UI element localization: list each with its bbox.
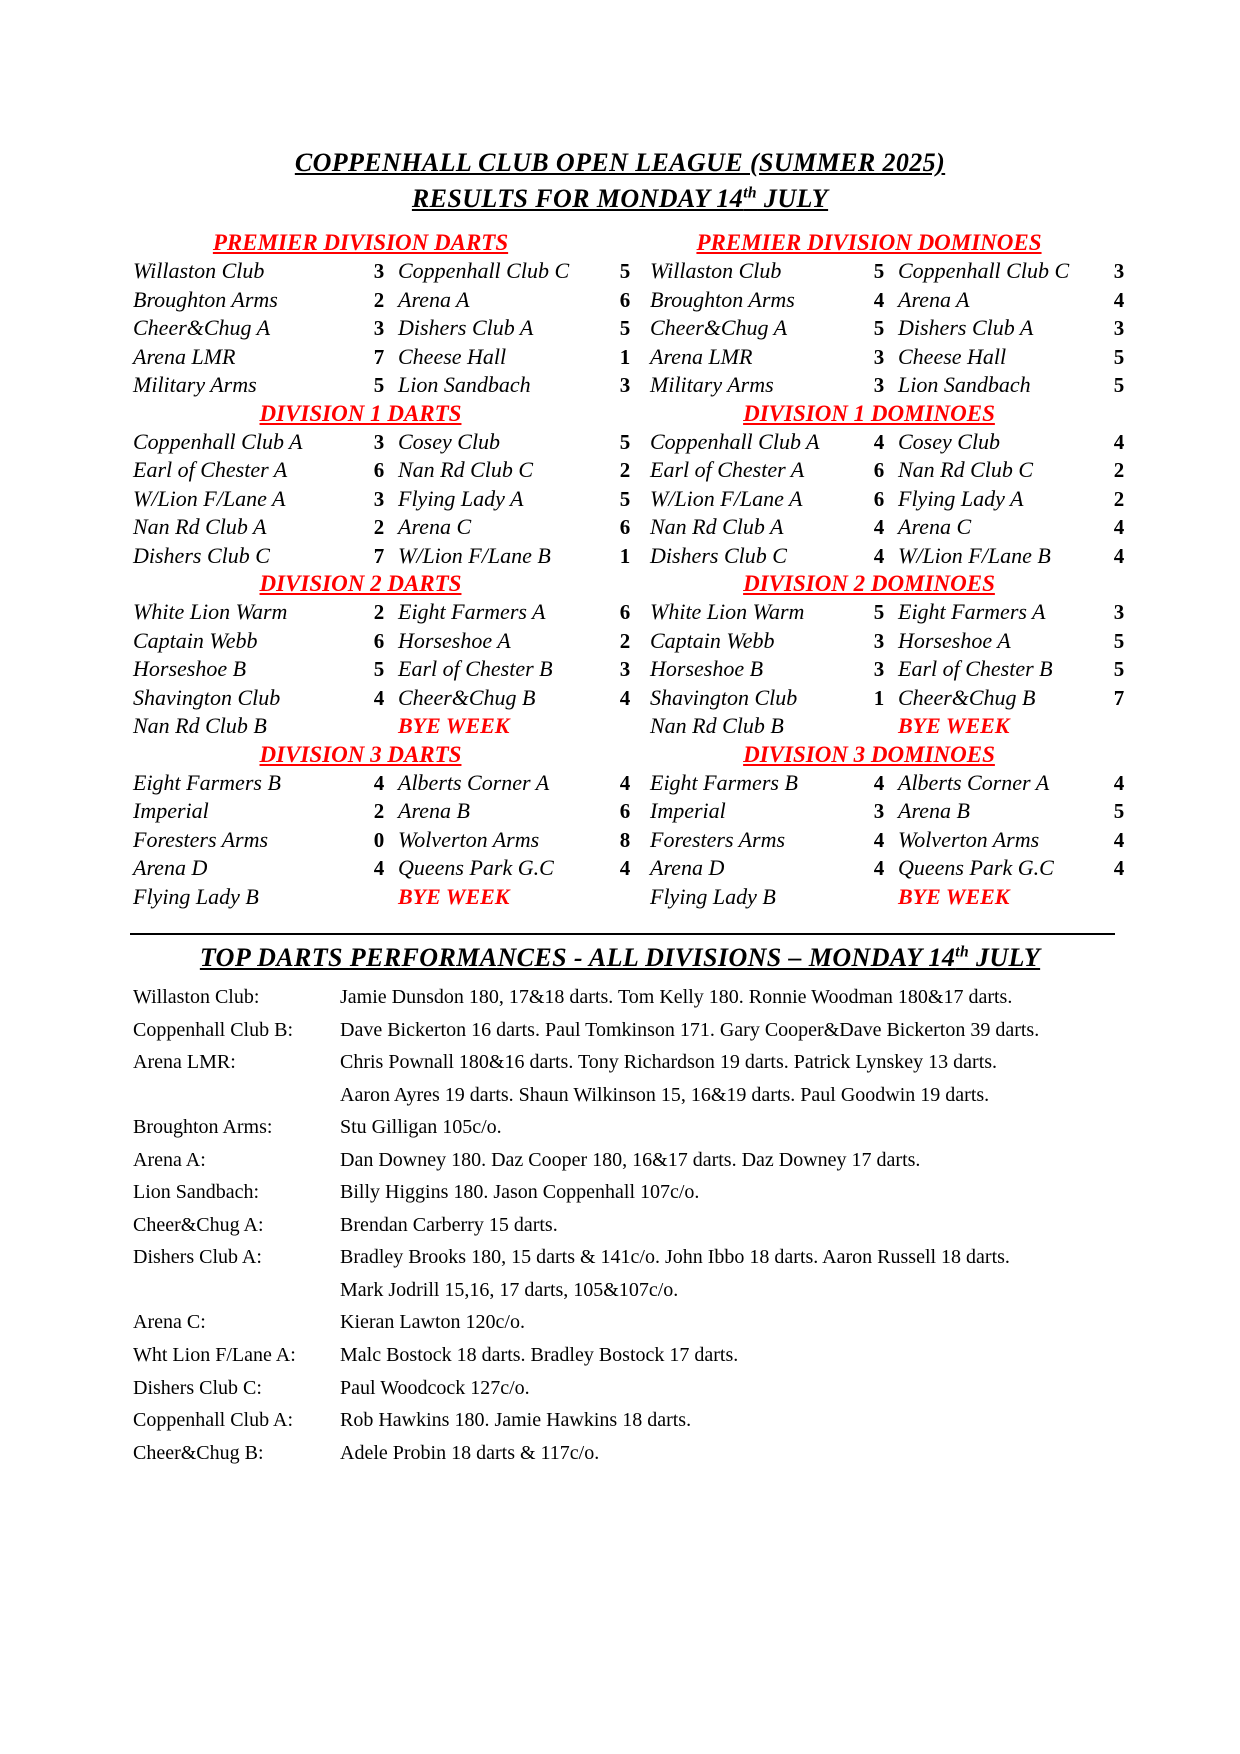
darts-home-team: Imperial [133,798,209,824]
dominoes-home-score: 3 [873,344,885,369]
performance-row [133,1404,1133,1437]
darts-away-score: 3 [619,373,631,398]
performance-club-label: Wht Lion F/Lane A: [133,1344,296,1367]
performance-row [133,1437,1133,1470]
dominoes-home-team: W/Lion F/Lane A [650,485,803,511]
dominoes-away-team: Wolverton Arms [898,826,1040,852]
dominoes-home-score: 1 [873,685,885,710]
performance-row [133,1176,1133,1209]
dominoes-away-score: 3 [1113,600,1125,625]
performance-club-label: Cheer&Chug B: [133,1441,264,1464]
performance-detail-text: Dan Downey 180. Daz Cooper 180, 16&17 darts. Daz Downey 17 darts. [340,1148,921,1171]
performance-club-label: Dishers Club A: [133,1246,262,1269]
heading-gutter [588,400,634,431]
performance-row [133,1014,1133,1047]
row-gutter [640,826,650,854]
dominoes-away-score: 4 [1113,771,1125,796]
row-gutter [640,371,650,399]
result-row [133,883,1134,911]
heading-gutter [588,741,634,772]
dominoes-away-score: 4 [1113,827,1125,852]
dominoes-home-team: White Lion Warm [650,599,805,625]
dominoes-away-score: 4 [1113,543,1125,568]
division-heading-darts [133,229,588,260]
darts-home-score: 2 [373,287,385,312]
darts-home-score: 7 [373,344,385,369]
result-row [133,655,1134,683]
dominoes-home-team: Horseshoe B [650,656,764,682]
performance-club-label [133,1079,340,1112]
darts-home-team: Earl of Chester A [133,457,288,483]
division-heading-dominoes-label: DIVISION 2 DOMINOES [743,571,995,597]
performance-detail-text: Malc Bostock 18 darts. Bradley Bostock 17 darts. [340,1344,739,1367]
darts-away-score: 5 [619,259,631,284]
performance-club-label: Arena C: [133,1311,206,1334]
dominoes-away-score: 4 [1113,429,1125,454]
darts-away-score: 4 [619,685,631,710]
page-title [0,148,1240,214]
darts-home-score: 3 [373,259,385,284]
performance-row [133,1306,1133,1339]
dominoes-home-team: Broughton Arms [650,286,795,312]
darts-home-team: Broughton Arms [133,286,278,312]
row-gutter [640,428,650,456]
performance-detail-text: Jamie Dunsdon 180, 17&18 darts. Tom Kelly 180. Ronnie Woodman 180&17 darts. [340,986,1013,1008]
title-line2-ordinal: th [743,184,758,201]
darts-home-team: Foresters Arms [133,826,269,852]
dominoes-away-score: 2 [1113,486,1125,511]
row-gutter [640,883,650,911]
performance-club-label: Lion Sandbach: [133,1181,260,1204]
dominoes-home-team: Shavington Club [650,684,798,710]
row-gutter [640,712,650,740]
dominoes-away-team: Queens Park G.C [898,855,1054,881]
heading-end-gutter [1104,741,1134,772]
darts-away-score: 5 [619,316,631,341]
dominoes-home-team: Flying Lady B [650,883,776,909]
dominoes-home-team: Earl of Chester A [650,457,805,483]
darts-home-score [366,712,392,740]
result-row [133,371,1134,399]
darts-away-team: Nan Rd Club C [398,457,534,483]
performance-detail-text: Bradley Brooks 180, 15 darts & 141c/o. John Ibbo 18 darts. Aaron Russell 18 darts. [340,1246,1010,1269]
darts-away-team: Cosey Club [398,428,501,454]
dominoes-away-team: W/Lion F/Lane B [898,542,1051,568]
row-gutter [640,797,650,825]
performance-detail-text: Stu Gilligan 105c/o. [340,1116,502,1139]
title-line1 [0,148,1240,178]
division-heading-dominoes [634,570,1104,601]
dominoes-home-score: 5 [873,259,885,284]
title-line2 [0,178,1240,214]
performance-detail-text: Rob Hawkins 180. Jamie Hawkins 18 darts. [340,1409,692,1432]
performances-list [133,981,1133,1469]
result-row [133,257,1134,285]
darts-away-team: Earl of Chester B [398,656,553,682]
dominoes-away-team: Arena B [898,798,970,824]
dominoes-home-score [866,883,892,911]
dominoes-home-score: 4 [873,543,885,568]
row-gutter [640,314,650,342]
performance-row [133,1274,1133,1307]
dominoes-away-team: Cosey Club [898,428,1001,454]
darts-home-team: Shavington Club [133,684,281,710]
heading-end-gutter [1104,570,1134,601]
performance-detail-text: Kieran Lawton 120c/o. [340,1311,525,1334]
result-row [133,343,1134,371]
performance-row [133,1241,1133,1274]
darts-home-team: Military Arms [133,372,257,398]
dominoes-home-score: 3 [873,628,885,653]
row-gutter [640,513,650,541]
darts-home-score: 2 [373,600,385,625]
performance-row [133,1079,1133,1112]
result-row [133,627,1134,655]
performance-detail-text: Chris Pownall 180&16 darts. Tony Richardson 19 darts. Patrick Lynskey 13 darts. [340,1051,998,1074]
dominoes-home-team: Captain Webb [650,627,775,653]
result-row [133,456,1134,484]
division-heading-row [133,400,1134,428]
dominoes-home-team: Cheer&Chug A [650,315,788,341]
dominoes-away-score: 4 [1113,856,1125,881]
row-gutter [640,684,650,712]
division-heading-darts [133,570,588,601]
dominoes-home-score: 6 [873,486,885,511]
dominoes-home-team: Coppenhall Club A [650,428,820,454]
division-heading-row [133,741,1134,769]
darts-home-score: 3 [373,486,385,511]
performance-club-label: Broughton Arms: [133,1116,273,1139]
section-divider-line [130,933,1115,935]
performances-title-ordinal: th [955,943,970,960]
dominoes-away-score: 3 [1113,316,1125,341]
division-heading-darts-label: DIVISION 3 DARTS [259,741,462,767]
result-row [133,513,1134,541]
darts-away-team: Arena A [398,286,470,312]
darts-away-team: Cheese Hall [398,343,507,369]
performance-detail-text: Mark Jodrill 15,16, 17 darts, 105&107c/o. [340,1278,679,1301]
division-heading-row [133,570,1134,598]
darts-away-score: 5 [619,429,631,454]
dominoes-home-team: Nan Rd Club B [650,713,784,739]
darts-home-team: Willaston Club [133,258,265,284]
division-heading-dominoes-label: DIVISION 1 DOMINOES [743,400,995,426]
dominoes-home-score [866,712,892,740]
dominoes-away-team: Arena C [898,514,972,540]
result-row [133,542,1134,570]
result-row [133,854,1134,882]
darts-home-score: 7 [373,543,385,568]
darts-away-score: 4 [619,771,631,796]
performance-club-label: Arena LMR: [133,1051,236,1074]
darts-away-team: Cheer&Chug B [398,684,536,710]
row-gutter [640,769,650,797]
darts-home-team: Nan Rd Club A [133,514,267,540]
performances-title-pre: TOP DARTS PERFORMANCES - ALL DIVISIONS – MONDAY 14 [199,942,956,972]
performance-club-label: Arena A: [133,1148,206,1171]
division-heading-dominoes [634,741,1104,772]
dominoes-home-score: 3 [873,799,885,824]
dominoes-home-score: 4 [873,287,885,312]
dominoes-home-score: 6 [873,458,885,483]
dominoes-away-team: Dishers Club A [898,315,1034,341]
division-heading-darts-label: DIVISION 2 DARTS [259,571,462,597]
darts-bye-week: BYE WEEK [398,713,510,739]
darts-away-team: Dishers Club A [398,315,534,341]
darts-away-team: Horseshoe A [398,627,511,653]
performance-club-label: Cheer&Chug A: [133,1213,264,1236]
darts-home-team: Cheer&Chug A [133,315,271,341]
dominoes-away-score: 5 [1113,344,1125,369]
dominoes-away-team: Horseshoe A [898,627,1011,653]
dominoes-home-score: 4 [873,827,885,852]
dominoes-away-team: Nan Rd Club C [898,457,1034,483]
darts-home-score: 5 [373,373,385,398]
darts-away-team: Wolverton Arms [398,826,540,852]
dominoes-away-score: 5 [1113,628,1125,653]
darts-home-score: 4 [373,856,385,881]
division-heading-dominoes-label: PREMIER DIVISION DOMINOES [696,230,1042,255]
performance-row [133,981,1133,1014]
row-gutter [640,542,650,570]
darts-home-score: 6 [373,458,385,483]
performance-club-label [133,1274,340,1307]
darts-home-team: Arena D [133,855,208,881]
title-line2-text [412,184,828,213]
result-row [133,314,1134,342]
performance-row [133,1339,1133,1372]
dominoes-home-score: 4 [873,515,885,540]
performance-club-label: Dishers Club C: [133,1376,262,1399]
darts-away-score: 6 [619,799,631,824]
darts-away-score: 2 [619,628,631,653]
division-heading-darts-label: PREMIER DIVISION DARTS [212,230,509,255]
heading-gutter [588,570,634,601]
row-gutter [640,286,650,314]
darts-away-score: 3 [619,657,631,682]
darts-away-score: 8 [619,827,631,852]
darts-away-team: Flying Lady A [398,485,524,511]
result-row [133,826,1134,854]
darts-home-score: 5 [373,657,385,682]
result-row [133,797,1134,825]
dominoes-home-team: Arena LMR [650,343,753,369]
dominoes-away-score: 5 [1113,799,1125,824]
dominoes-home-score: 4 [873,429,885,454]
darts-away-score: 6 [619,515,631,540]
performances-title-text [200,943,1040,972]
division-heading-dominoes-label: DIVISION 3 DOMINOES [743,741,995,767]
heading-end-gutter [1104,229,1134,260]
dominoes-away-team: Lion Sandbach [898,372,1031,398]
result-row [133,598,1134,626]
performances-title [0,937,1240,973]
row-gutter [640,456,650,484]
dominoes-away-team: Earl of Chester B [898,656,1053,682]
result-row [133,712,1134,740]
darts-away-score [610,883,640,911]
performances-title-post: JULY [969,942,1041,972]
dominoes-away-team: Cheese Hall [898,343,1007,369]
result-row [133,769,1134,797]
performance-detail-text: Brendan Carberry 15 darts. [340,1213,558,1236]
darts-away-score: 1 [619,543,631,568]
darts-home-team: Coppenhall Club A [133,428,303,454]
dominoes-away-score: 5 [1113,373,1125,398]
dominoes-home-team: Eight Farmers B [650,770,798,796]
darts-home-score: 2 [373,515,385,540]
row-gutter [640,343,650,371]
performance-row [133,1046,1133,1079]
heading-end-gutter [1104,400,1134,431]
darts-away-team: Arena C [398,514,472,540]
darts-away-score: 6 [619,600,631,625]
performance-detail-text: Billy Higgins 180. Jason Coppenhall 107c/o. [340,1181,700,1204]
dominoes-away-team: Eight Farmers A [898,599,1046,625]
result-row [133,428,1134,456]
title-line1-text: COPPENHALL CLUB OPEN LEAGUE (SUMMER 2025) [294,148,946,177]
row-gutter [640,485,650,513]
darts-away-team: Queens Park G.C [398,855,554,881]
darts-bye-week: BYE WEEK [398,883,510,909]
darts-away-team: Eight Farmers A [398,599,546,625]
dominoes-away-score: 5 [1113,657,1125,682]
darts-home-team: White Lion Warm [133,599,288,625]
darts-home-score [366,883,392,911]
dominoes-away-score: 4 [1113,287,1125,312]
division-heading-darts [133,741,588,772]
dominoes-away-team: Flying Lady A [898,485,1024,511]
dominoes-away-team: Alberts Corner A [898,770,1050,796]
performance-club-label: Coppenhall Club A: [133,1409,293,1432]
darts-home-score: 6 [373,628,385,653]
dominoes-away-team: Coppenhall Club C [898,258,1070,284]
performance-row [133,1372,1133,1405]
dominoes-away-score: 3 [1113,259,1125,284]
division-heading-darts [133,400,588,431]
dominoes-home-score: 3 [873,373,885,398]
result-row [133,485,1134,513]
darts-home-score: 4 [373,771,385,796]
darts-home-team: Captain Webb [133,627,258,653]
dominoes-away-score: 4 [1113,515,1125,540]
division-heading-row [133,229,1134,257]
dominoes-home-score: 3 [873,657,885,682]
dominoes-away-score: 7 [1113,685,1125,710]
darts-away-team: Coppenhall Club C [398,258,570,284]
title-line2-post: JULY [757,183,829,213]
result-row [133,684,1134,712]
dominoes-home-team: Imperial [650,798,726,824]
division-heading-darts-label: DIVISION 1 DARTS [259,400,462,426]
darts-away-team: Lion Sandbach [398,372,531,398]
row-gutter [640,627,650,655]
darts-away-score: 6 [619,287,631,312]
row-gutter [640,655,650,683]
darts-away-score: 4 [619,856,631,881]
results-grid [133,229,1134,911]
performance-detail-text: Adele Probin 18 darts & 117c/o. [340,1441,600,1464]
title-line2-pre: RESULTS FOR MONDAY 14 [411,183,744,213]
dominoes-away-team: Arena A [898,286,970,312]
darts-home-team: Horseshoe B [133,656,247,682]
darts-home-team: Nan Rd Club B [133,713,267,739]
dominoes-home-score: 4 [873,856,885,881]
dominoes-away-team: Cheer&Chug B [898,684,1036,710]
darts-home-team: Dishers Club C [133,542,270,568]
darts-home-team: W/Lion F/Lane A [133,485,286,511]
darts-away-score [610,712,640,740]
darts-home-score: 2 [373,799,385,824]
dominoes-away-score [1104,883,1134,911]
dominoes-home-score: 4 [873,771,885,796]
performance-club-label: Coppenhall Club B: [133,1018,293,1041]
performance-detail-text: Aaron Ayres 19 darts. Shaun Wilkinson 15, 16&19 darts. Paul Goodwin 19 darts. [340,1083,990,1106]
darts-home-team: Flying Lady B [133,883,259,909]
darts-home-team: Arena LMR [133,343,236,369]
division-heading-dominoes [634,400,1104,431]
darts-home-team: Eight Farmers B [133,770,281,796]
dominoes-home-team: Willaston Club [650,258,782,284]
heading-gutter [588,229,634,260]
darts-away-team: W/Lion F/Lane B [398,542,551,568]
darts-home-score: 3 [373,316,385,341]
dominoes-away-score [1104,712,1134,740]
performance-row [133,1111,1133,1144]
performance-detail-text: Paul Woodcock 127c/o. [340,1376,530,1399]
darts-away-score: 2 [619,458,631,483]
darts-home-score: 0 [373,827,385,852]
row-gutter [640,854,650,882]
dominoes-home-score: 5 [873,316,885,341]
darts-away-score: 1 [619,344,631,369]
dominoes-home-team: Nan Rd Club A [650,514,784,540]
darts-home-score: 4 [373,685,385,710]
dominoes-home-team: Dishers Club C [650,542,787,568]
darts-away-team: Alberts Corner A [398,770,550,796]
performance-row [133,1209,1133,1242]
dominoes-home-team: Foresters Arms [650,826,786,852]
performance-detail-text: Dave Bickerton 16 darts. Paul Tomkinson 171. Gary Cooper&Dave Bickerton 39 darts. [340,1018,1040,1041]
row-gutter [640,257,650,285]
darts-home-score: 3 [373,429,385,454]
dominoes-home-team: Arena D [650,855,725,881]
dominoes-home-score: 5 [873,600,885,625]
darts-away-team: Arena B [398,798,470,824]
darts-away-score: 5 [619,486,631,511]
dominoes-bye-week: BYE WEEK [898,713,1010,739]
performance-row [133,1144,1133,1177]
division-heading-dominoes [634,229,1104,260]
dominoes-home-team: Military Arms [650,372,774,398]
performance-club-label: Willaston Club: [133,986,260,1008]
result-row [133,286,1134,314]
dominoes-bye-week: BYE WEEK [898,883,1010,909]
row-gutter [640,598,650,626]
dominoes-away-score: 2 [1113,458,1125,483]
